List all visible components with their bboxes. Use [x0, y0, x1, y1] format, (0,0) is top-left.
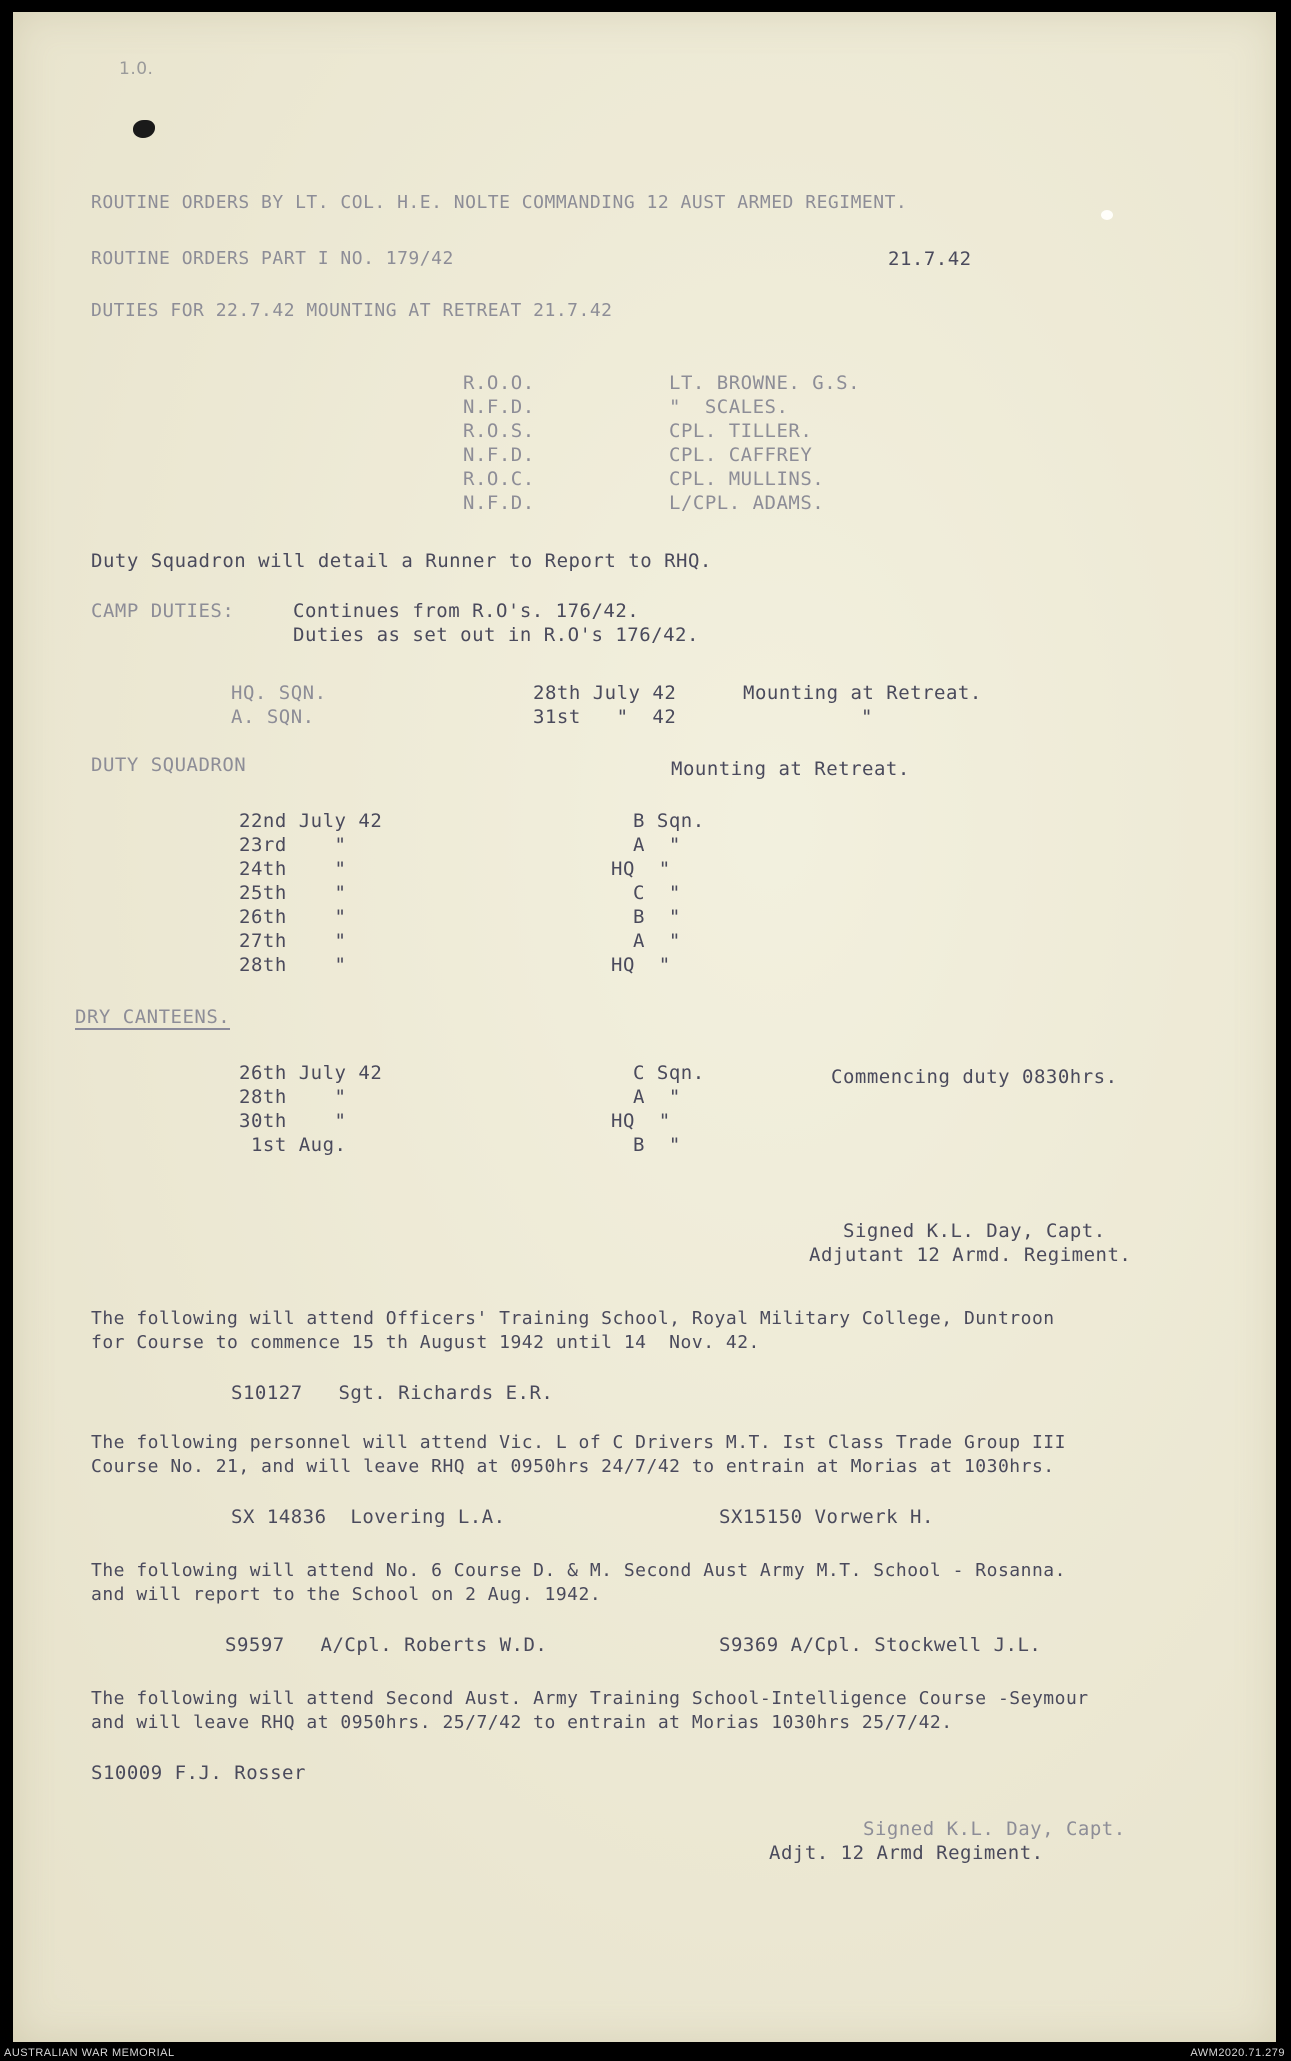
- canteen-assignment: HQ ": [611, 1110, 671, 1132]
- squadron-date: 23rd ": [239, 834, 347, 856]
- ots-person: S10127 Sgt. Richards E.R.: [231, 1382, 554, 1404]
- archive-reference: AWM2020.71.279: [1190, 2047, 1285, 2059]
- course6-paragraph-line: The following will attend No. 6 Course D. & M. Second Aust Army M.T. School - Rosanna.: [91, 1560, 1066, 1581]
- duties-for-line: DUTIES FOR 22.7.42 MOUNTING AT RETREAT 21.7.42: [91, 300, 613, 321]
- signature-line: Signed K.L. Day, Capt.: [863, 1818, 1126, 1840]
- squadron-date: 24th ": [239, 858, 347, 880]
- duty-role: N.F.D.: [463, 444, 535, 466]
- duty-role: R.O.C.: [463, 468, 535, 490]
- camp-duty-note: Mounting at Retreat.: [743, 682, 982, 704]
- course6-paragraph-line: and will report to the School on 2 Aug. 1942.: [91, 1584, 602, 1605]
- drivers-person: SX 14836 Lovering L.A.: [231, 1506, 506, 1528]
- duty-role: N.F.D.: [463, 492, 535, 514]
- camp-duty-date: 31st " 42: [533, 706, 677, 728]
- canteen-note: Commencing duty 0830hrs.: [831, 1066, 1118, 1088]
- camp-duty-date: 28th July 42: [533, 682, 677, 704]
- duty-name: L/CPL. ADAMS.: [669, 492, 825, 514]
- squadron-assignment: B Sqn.: [633, 810, 705, 832]
- canteen-date: 26th July 42: [239, 1062, 383, 1084]
- duty-squadron-heading: Mounting at Retreat.: [671, 758, 910, 780]
- ots-paragraph-line: for Course to commence 15 th August 1942 until 14 Nov. 42.: [91, 1332, 760, 1353]
- camp-duties-line: Continues from R.O's. 176/42.: [293, 600, 640, 622]
- course6-person: S9597 A/Cpl. Roberts W.D.: [225, 1634, 548, 1656]
- squadron-assignment: A ": [633, 834, 681, 856]
- camp-duty-unit: A. SQN.: [231, 706, 315, 728]
- intel-paragraph-line: and will leave RHQ at 0950hrs. 25/7/42 to entrain at Morias 1030hrs 25/7/42.: [91, 1712, 953, 1733]
- squadron-assignment: B ": [633, 906, 681, 928]
- squadron-assignment: C ": [633, 882, 681, 904]
- duty-name: LT. BROWNE. G.S.: [669, 372, 861, 394]
- document-page: [13, 12, 1276, 2042]
- canteen-date: 1st Aug.: [239, 1134, 347, 1156]
- signature-title: Adjt. 12 Armd Regiment.: [769, 1842, 1044, 1864]
- squadron-date: 26th ": [239, 906, 347, 928]
- squadron-assignment: HQ ": [611, 954, 671, 976]
- signature-line: Signed K.L. Day, Capt.: [843, 1220, 1106, 1242]
- punch-hole: [133, 120, 155, 138]
- intel-person: S10009 F.J. Rosser: [91, 1762, 306, 1784]
- archive-credit: AUSTRALIAN WAR MEMORIAL: [4, 2047, 175, 2059]
- squadron-date: 27th ": [239, 930, 347, 952]
- squadron-assignment: A ": [633, 930, 681, 952]
- duty-name: CPL. MULLINS.: [669, 468, 825, 490]
- duty-squadron-label: DUTY SQUADRON: [91, 754, 247, 776]
- duty-name: " SCALES.: [669, 396, 789, 418]
- camp-duties-label: CAMP DUTIES:: [91, 600, 235, 622]
- camp-duty-unit: HQ. SQN.: [231, 682, 327, 704]
- drivers-paragraph-line: The following personnel will attend Vic. L of C Drivers M.T. Ist Class Trade Group III: [91, 1432, 1066, 1453]
- drivers-person: SX15150 Vorwerk H.: [719, 1506, 934, 1528]
- squadron-assignment: HQ ": [611, 858, 671, 880]
- drivers-paragraph-line: Course No. 21, and will leave RHQ at 0950hrs 24/7/42 to entrain at Morias at 1030hrs.: [91, 1456, 1055, 1477]
- canteen-date: 30th ": [239, 1110, 347, 1132]
- pencil-annotation: 1.0.: [119, 59, 154, 79]
- canteen-assignment: A ": [633, 1086, 681, 1108]
- course6-person: S9369 A/Cpl. Stockwell J.L.: [719, 1634, 1042, 1656]
- ots-paragraph-line: The following will attend Officers' Training School, Royal Military College, Duntroon: [91, 1308, 1055, 1329]
- header-title: ROUTINE ORDERS BY LT. COL. H.E. NOLTE COMMANDING 12 AUST ARMED REGIMENT.: [91, 192, 908, 213]
- canteen-assignment: B ": [633, 1134, 681, 1156]
- dry-canteens-label: DRY CANTEENS.: [75, 1006, 231, 1028]
- duty-role: R.O.S.: [463, 420, 535, 442]
- duty-name: CPL. CAFFREY: [669, 444, 813, 466]
- squadron-date: 25th ": [239, 882, 347, 904]
- duty-name: CPL. TILLER.: [669, 420, 813, 442]
- canteen-date: 28th ": [239, 1086, 347, 1108]
- canteen-assignment: C Sqn.: [633, 1062, 705, 1084]
- signature-title: Adjutant 12 Armd. Regiment.: [809, 1244, 1132, 1266]
- duty-role: N.F.D.: [463, 396, 535, 418]
- camp-duty-note: ": [861, 706, 873, 728]
- orders-part-number: ROUTINE ORDERS PART I NO. 179/42: [91, 248, 454, 269]
- intel-paragraph-line: The following will attend Second Aust. Army Training School-Intelligence Course -Seymour: [91, 1688, 1089, 1709]
- orders-date: 21.7.42: [888, 248, 972, 270]
- squadron-date: 22nd July 42: [239, 810, 383, 832]
- paper-tear: [1101, 210, 1113, 220]
- camp-duties-line: Duties as set out in R.O's 176/42.: [293, 624, 699, 646]
- duty-role: R.O.O.: [463, 372, 535, 394]
- runner-instruction: Duty Squadron will detail a Runner to Report to RHQ.: [91, 550, 712, 572]
- squadron-date: 28th ": [239, 954, 347, 976]
